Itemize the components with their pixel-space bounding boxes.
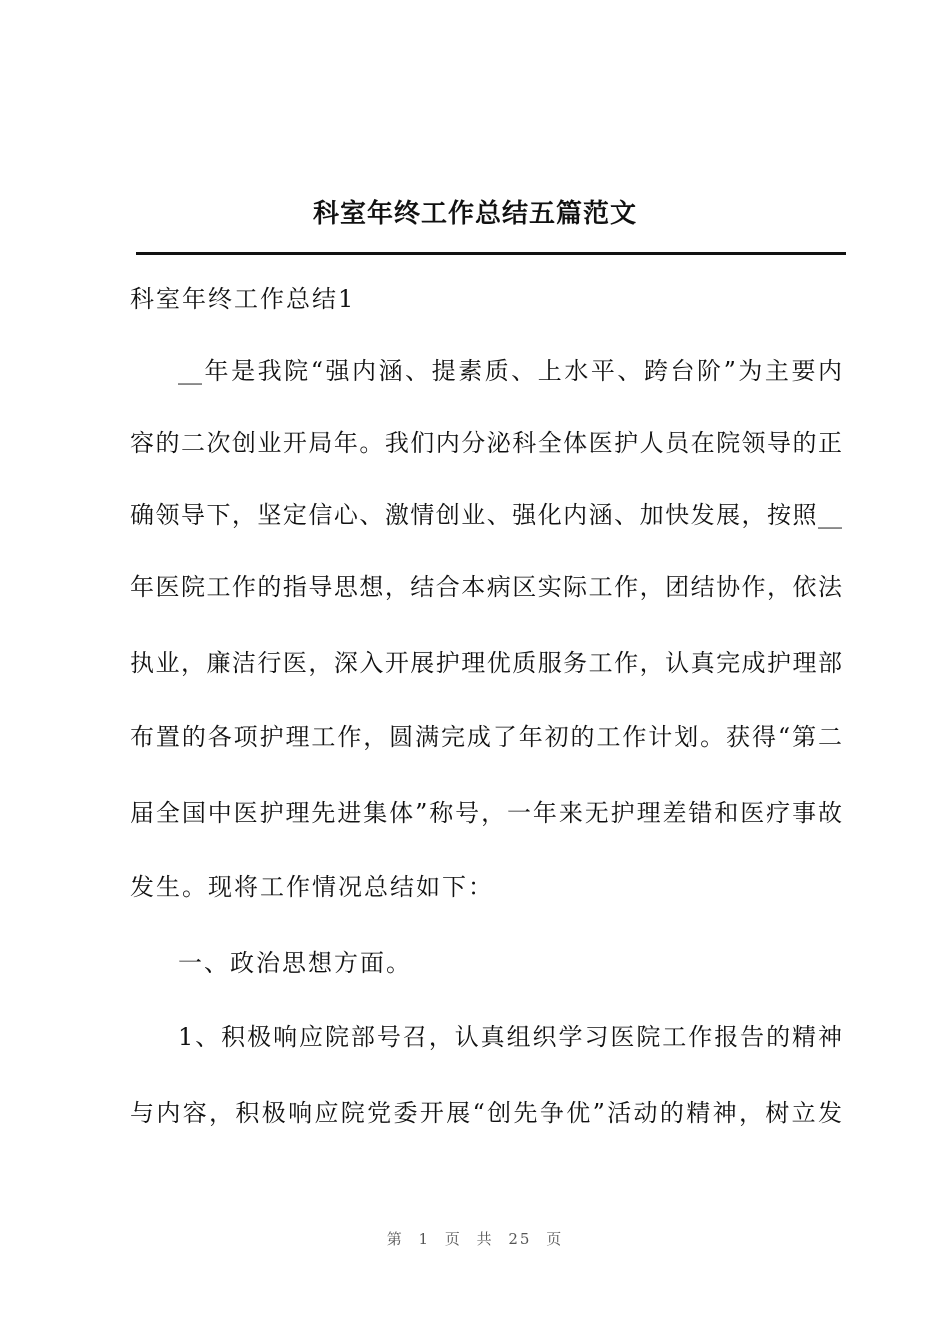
paragraph-line: 1、积极响应院部号召，认真组织学习医院工作报告的精神 <box>178 1023 842 1051</box>
paragraph-line: 发生。现将工作情况总结如下： <box>130 873 494 901</box>
document-title: 科室年终工作总结五篇范文 <box>312 199 637 229</box>
paragraph-line: 执业，廉洁行医，深入开展护理优质服务工作，认真完成护理部 <box>130 649 842 677</box>
paragraph-line: __年是我院“强内涵、提素质、上水平、跨台阶”为主要内 <box>178 357 842 385</box>
section-heading: 科室年终工作总结1 <box>130 285 356 313</box>
paragraph-line: 年医院工作的指导思想，结合本病区实际工作，团结协作，依法 <box>130 573 842 601</box>
paragraph-line: 容的二次创业开局年。我们内分泌科全体医护人员在院领导的正 <box>130 429 842 457</box>
title-underline <box>136 252 846 255</box>
paragraph-line: 确领导下，坚定信心、激情创业、强化内涵、加快发展，按照__ <box>130 501 842 529</box>
paragraph-line: 与内容，积极响应院党委开展“创先争优”活动的精神，树立发 <box>130 1099 842 1127</box>
paragraph-line: 布置的各项护理工作，圆满完成了年初的工作计划。获得“第二 <box>130 723 842 751</box>
page-number-footer: 第 1 页 共 25 页 <box>386 1230 564 1248</box>
paragraph-line: 届全国中医护理先进集体”称号，一年来无护理差错和医疗事故 <box>130 799 842 827</box>
subheading-political: 一、政治思想方面。 <box>178 949 412 977</box>
